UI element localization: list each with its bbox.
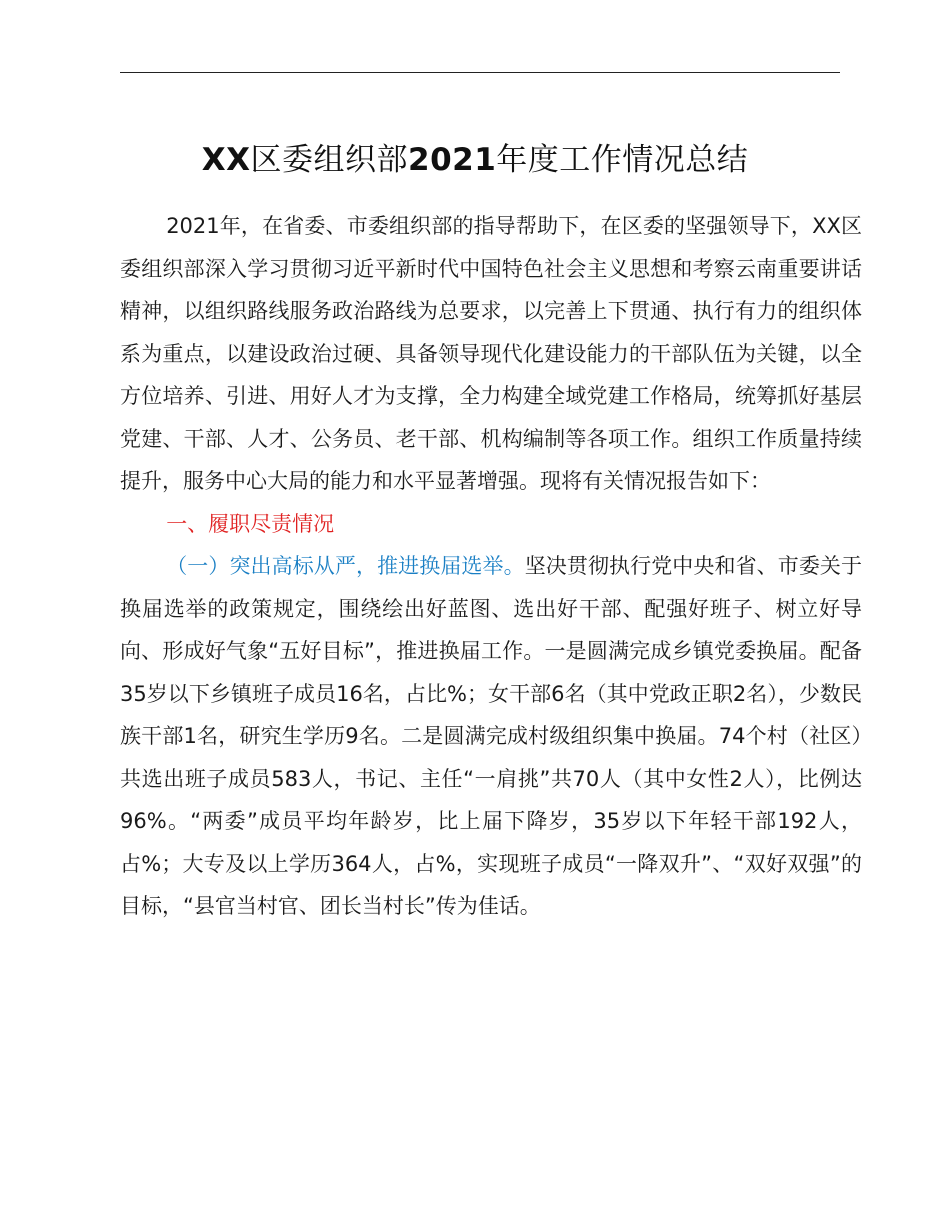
header-rule bbox=[120, 72, 840, 73]
document-title bbox=[0, 138, 950, 182]
section-heading: 一、履职尽责情况 bbox=[166, 511, 335, 536]
document-body bbox=[120, 205, 862, 928]
title-suffix: 年度工作情况总结 bbox=[496, 142, 749, 178]
title-year: 2021 bbox=[408, 142, 497, 178]
subsection-body: 坚决贯彻执行党中央和省、市委关于换届选举的政策规定，围绕绘出好蓝图、选出好干部、配强好班子、树立好导向、形成好气象“五好目标”，推进换届工作。一是圆满完成乡镇党委换届。配备35岁以下乡镇班子成员16名，占比%；女干部6名（其中党政正职2名），少数民族干部1名，研究生学历9名。二是圆满完成村级组织集中换届。74个村（社区）共选出班子成员583人，书记、主任“一肩挑”共70人（其中女性2人），比例达96%。“两委”成员平均年龄岁，比上届下降岁，35岁以下年轻干部192人，占%；大专及以上学历364人，占%，实现班子成员“一降双升”、“双好双强”的目标，“县官当村官、团长当村长”传为佳话。 bbox=[120, 554, 863, 918]
intro-paragraph: 2021年，在省委、市委组织部的指导帮助下，在区委的坚强领导下，XX区委组织部深入学习贯彻习近平新时代中国特色社会主义思想和考察云南重要讲话精神，以组织路线服务政治路线为总要求，以完善上下贯通、执行有力的组织体系为重点，以建设政治过硬、具备领导现代化建设能力的干部队伍为关键，以全方位培养、引进、用好人才为支撑，全力构建全域党建工作格局，统筹抓好基层党建、干部、人才、公务员、老干部、机构编制等各项工作。组织工作质量持续提升，服务中心大局的能力和水平显著增强。现将有关情况报告如下： bbox=[120, 214, 862, 493]
title-prefix: XX bbox=[201, 142, 251, 178]
subsection-heading: （一）突出高标从严，推进换届选举。 bbox=[166, 554, 525, 578]
title-mid: 区委组织部 bbox=[250, 142, 409, 178]
subsection-paragraph bbox=[120, 545, 862, 928]
